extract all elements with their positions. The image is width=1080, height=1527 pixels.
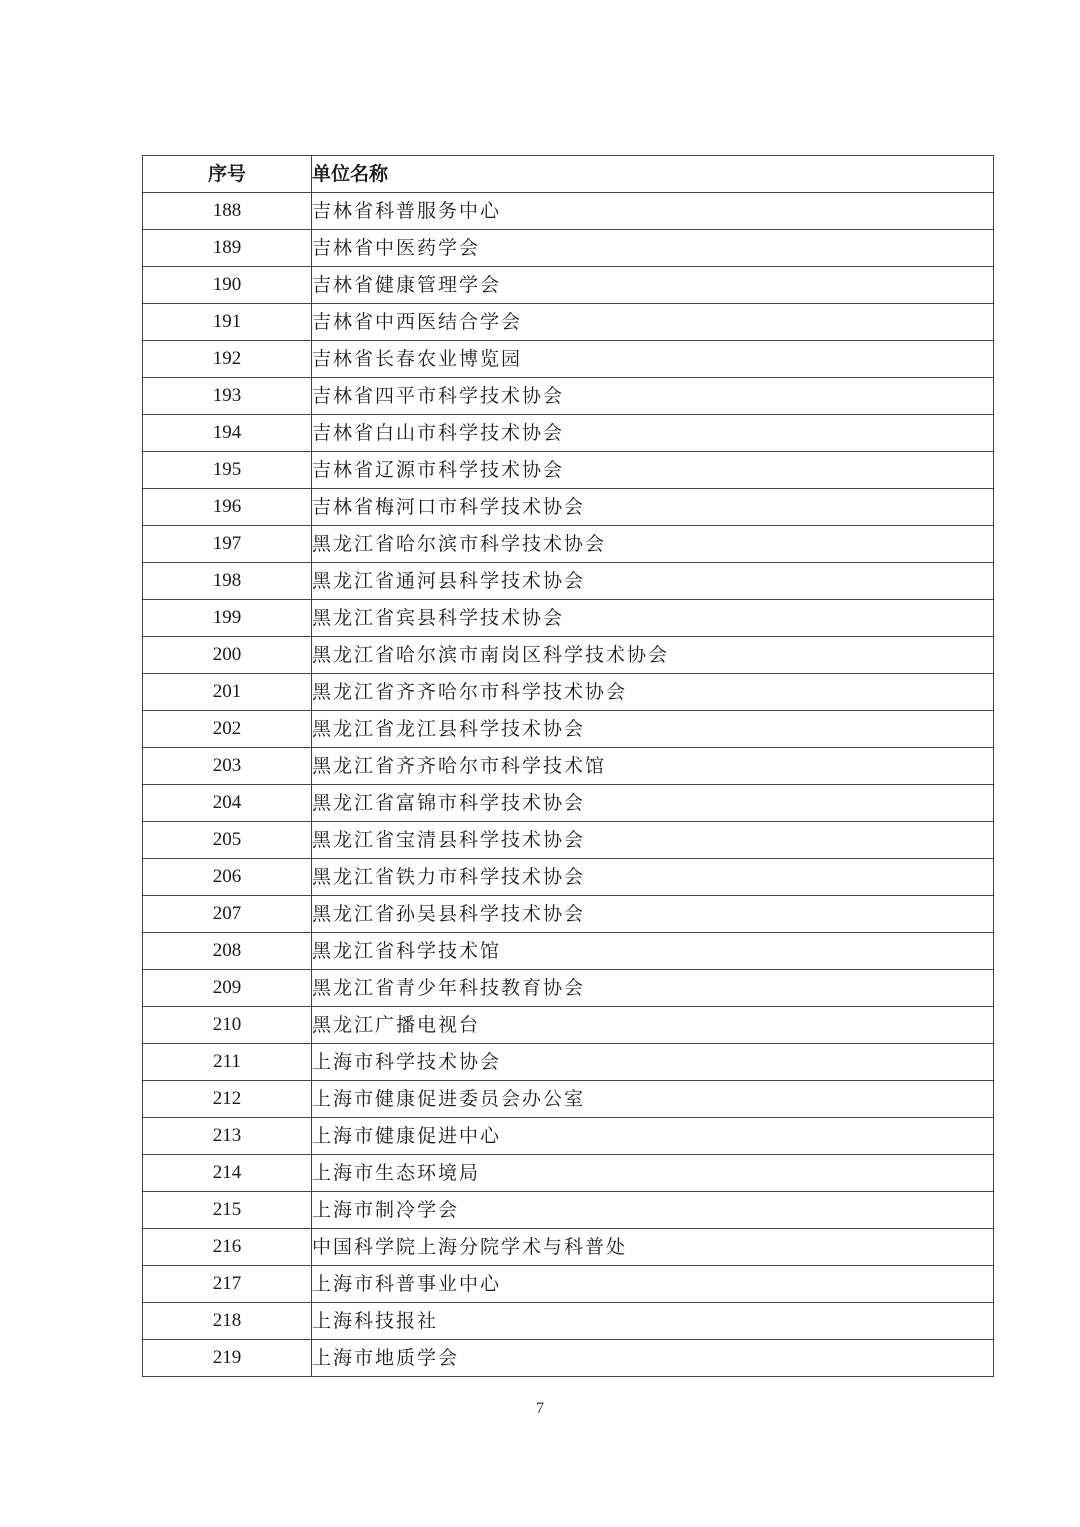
table-row bbox=[143, 970, 994, 1007]
unit-name: 中国科学院上海分院学术与科普处 bbox=[312, 1229, 994, 1266]
row-number: 201 bbox=[143, 674, 312, 711]
unit-name: 黑龙江省宾县科学技术协会 bbox=[312, 600, 994, 637]
unit-name: 黑龙江省齐齐哈尔市科学技术馆 bbox=[312, 748, 994, 785]
row-number: 204 bbox=[143, 785, 312, 822]
row-number: 198 bbox=[143, 563, 312, 600]
table-row bbox=[143, 896, 994, 933]
unit-name: 上海市地质学会 bbox=[312, 1340, 994, 1377]
table-row bbox=[143, 1007, 994, 1044]
row-number: 210 bbox=[143, 1007, 312, 1044]
unit-name: 上海市科学技术协会 bbox=[312, 1044, 994, 1081]
unit-name: 吉林省健康管理学会 bbox=[312, 267, 994, 304]
table-row bbox=[143, 637, 994, 674]
unit-name: 上海市生态环境局 bbox=[312, 1155, 994, 1192]
table-row bbox=[143, 563, 994, 600]
table-header-row bbox=[143, 156, 994, 193]
unit-name: 上海市健康促进中心 bbox=[312, 1118, 994, 1155]
table-row bbox=[143, 1340, 994, 1377]
unit-name: 黑龙江省齐齐哈尔市科学技术协会 bbox=[312, 674, 994, 711]
table-row bbox=[143, 600, 994, 637]
row-number: 192 bbox=[143, 341, 312, 378]
row-number: 199 bbox=[143, 600, 312, 637]
table-row bbox=[143, 267, 994, 304]
row-number: 208 bbox=[143, 933, 312, 970]
header-unit-name: 单位名称 bbox=[312, 156, 994, 193]
unit-name: 吉林省中西医结合学会 bbox=[312, 304, 994, 341]
row-number: 209 bbox=[143, 970, 312, 1007]
unit-name: 吉林省白山市科学技术协会 bbox=[312, 415, 994, 452]
header-number: 序号 bbox=[143, 156, 312, 193]
row-number: 202 bbox=[143, 711, 312, 748]
page-number: 7 bbox=[536, 1400, 544, 1417]
table-row bbox=[143, 859, 994, 896]
table-row bbox=[143, 304, 994, 341]
unit-name: 黑龙江省通河县科学技术协会 bbox=[312, 563, 994, 600]
table-row bbox=[143, 452, 994, 489]
row-number: 195 bbox=[143, 452, 312, 489]
table-row bbox=[143, 1118, 994, 1155]
table-row bbox=[143, 711, 994, 748]
unit-name: 黑龙江省宝清县科学技术协会 bbox=[312, 822, 994, 859]
row-number: 193 bbox=[143, 378, 312, 415]
table-row bbox=[143, 785, 994, 822]
unit-name: 黑龙江省青少年科技教育协会 bbox=[312, 970, 994, 1007]
row-number: 215 bbox=[143, 1192, 312, 1229]
row-number: 206 bbox=[143, 859, 312, 896]
row-number: 207 bbox=[143, 896, 312, 933]
unit-name: 黑龙江省富锦市科学技术协会 bbox=[312, 785, 994, 822]
table-row bbox=[143, 822, 994, 859]
row-number: 196 bbox=[143, 489, 312, 526]
table-row bbox=[143, 1303, 994, 1340]
row-number: 194 bbox=[143, 415, 312, 452]
table-row bbox=[143, 748, 994, 785]
table-row bbox=[143, 1266, 994, 1303]
row-number: 213 bbox=[143, 1118, 312, 1155]
table-row bbox=[143, 1192, 994, 1229]
table-row bbox=[143, 674, 994, 711]
table-body bbox=[143, 193, 994, 1377]
row-number: 189 bbox=[143, 230, 312, 267]
row-number: 211 bbox=[143, 1044, 312, 1081]
table-row bbox=[143, 1155, 994, 1192]
row-number: 205 bbox=[143, 822, 312, 859]
row-number: 190 bbox=[143, 267, 312, 304]
table-row bbox=[143, 415, 994, 452]
table-row bbox=[143, 1081, 994, 1118]
row-number: 200 bbox=[143, 637, 312, 674]
table-row bbox=[143, 933, 994, 970]
unit-name: 上海市制冷学会 bbox=[312, 1192, 994, 1229]
unit-name: 黑龙江省龙江县科学技术协会 bbox=[312, 711, 994, 748]
table-row bbox=[143, 378, 994, 415]
row-number: 214 bbox=[143, 1155, 312, 1192]
row-number: 218 bbox=[143, 1303, 312, 1340]
unit-name: 黑龙江广播电视台 bbox=[312, 1007, 994, 1044]
row-number: 197 bbox=[143, 526, 312, 563]
unit-name: 吉林省中医药学会 bbox=[312, 230, 994, 267]
row-number: 191 bbox=[143, 304, 312, 341]
unit-name: 吉林省辽源市科学技术协会 bbox=[312, 452, 994, 489]
unit-name: 吉林省四平市科学技术协会 bbox=[312, 378, 994, 415]
unit-name: 吉林省梅河口市科学技术协会 bbox=[312, 489, 994, 526]
row-number: 216 bbox=[143, 1229, 312, 1266]
unit-name: 黑龙江省哈尔滨市南岗区科学技术协会 bbox=[312, 637, 994, 674]
unit-list-table bbox=[142, 155, 994, 1377]
unit-name: 黑龙江省哈尔滨市科学技术协会 bbox=[312, 526, 994, 563]
table-row bbox=[143, 193, 994, 230]
row-number: 217 bbox=[143, 1266, 312, 1303]
unit-name: 上海市科普事业中心 bbox=[312, 1266, 994, 1303]
unit-name: 吉林省长春农业博览园 bbox=[312, 341, 994, 378]
table-row bbox=[143, 489, 994, 526]
unit-name: 黑龙江省科学技术馆 bbox=[312, 933, 994, 970]
unit-name: 黑龙江省孙吴县科学技术协会 bbox=[312, 896, 994, 933]
row-number: 219 bbox=[143, 1340, 312, 1377]
unit-name: 黑龙江省铁力市科学技术协会 bbox=[312, 859, 994, 896]
table-row bbox=[143, 230, 994, 267]
row-number: 188 bbox=[143, 193, 312, 230]
row-number: 203 bbox=[143, 748, 312, 785]
unit-name: 吉林省科普服务中心 bbox=[312, 193, 994, 230]
table-row bbox=[143, 1044, 994, 1081]
table-row bbox=[143, 1229, 994, 1266]
unit-name: 上海市健康促进委员会办公室 bbox=[312, 1081, 994, 1118]
unit-name: 上海科技报社 bbox=[312, 1303, 994, 1340]
row-number: 212 bbox=[143, 1081, 312, 1118]
table-row bbox=[143, 526, 994, 563]
table-row bbox=[143, 341, 994, 378]
